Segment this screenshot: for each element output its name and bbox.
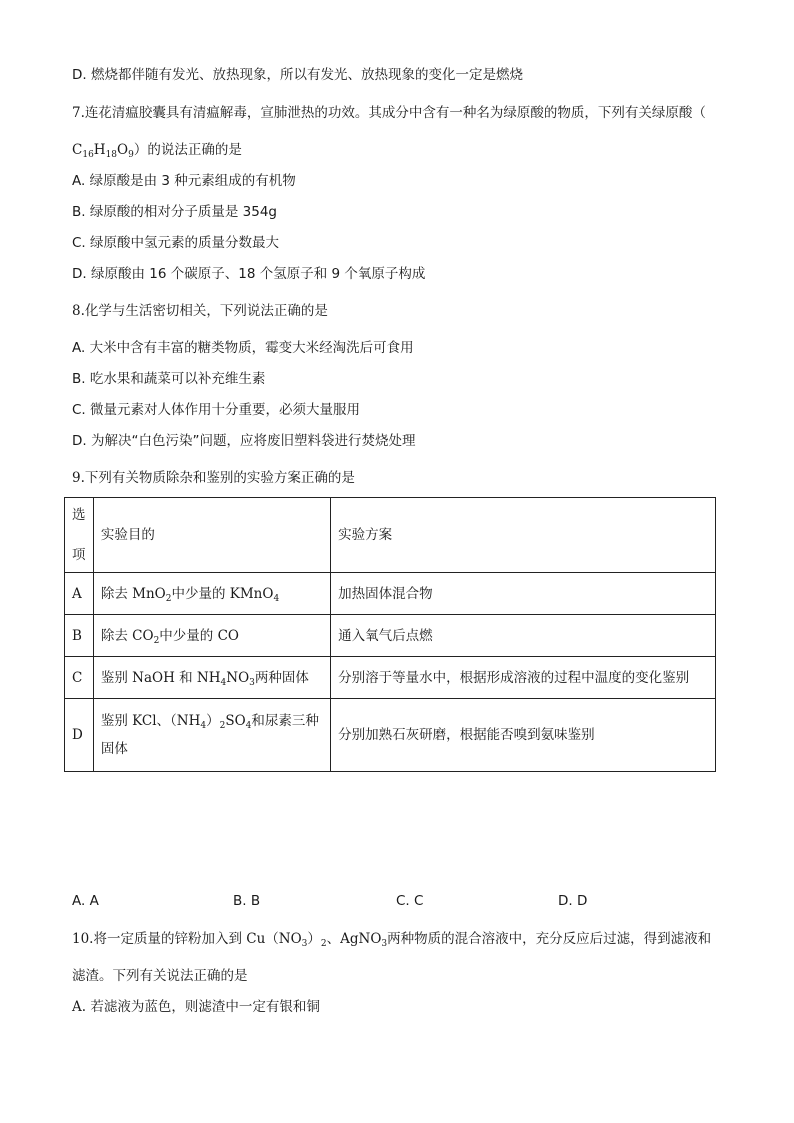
row-plan: 分别溶于等量水中，根据形成溶液的过程中温度的变化鉴别 xyxy=(331,657,716,699)
formula-c: C xyxy=(72,142,83,158)
q7-option-b: B. 绿原酸的相对分子质量是 354g xyxy=(72,204,277,220)
q8-option-a: A. 大米中含有丰富的糖类物质，霉变大米经淘洗后可食用 xyxy=(72,340,414,356)
header-option: 选 项 xyxy=(65,498,94,573)
q8-option-b: B. 吃水果和蔬菜可以补充维生素 xyxy=(72,371,266,387)
q7-option-a: A. 绿原酸是由 3 种元素组成的有机物 xyxy=(72,173,296,189)
row-plan: 通入氧气后点燃 xyxy=(331,615,716,657)
q8-option-c: C. 微量元素对人体作用十分重要，必须大量服用 xyxy=(72,402,361,418)
row-plan: 分别加熟石灰研磨，根据能否嗅到氨味鉴别 xyxy=(331,699,716,772)
formula-h: H xyxy=(93,142,106,158)
table-row xyxy=(65,699,716,772)
q7-stem-tail: ）的说法正确的是 xyxy=(133,142,242,158)
q10-stem-line1: 10.将一定质量的锌粉加入到 $Cu(NO_3)_2$、AgNO$_3$两种物质的混合溶液中，充分反应后过滤，得到滤液和 xyxy=(72,931,712,949)
header-plan: 实验方案 xyxy=(331,498,716,573)
row-option: B xyxy=(65,615,94,657)
row-plan: 加热固体混合物 xyxy=(331,573,716,615)
q7-option-c: C. 绿原酸中氢元素的质量分数最大 xyxy=(72,235,280,251)
formula-o: O xyxy=(117,142,129,158)
q9-answer-options xyxy=(72,893,712,911)
table-header-row xyxy=(65,498,716,573)
answer-option-c: C. C xyxy=(396,893,424,909)
formula-sub: 16 xyxy=(82,150,94,160)
q6-option-d: D. 燃烧都伴随有发光、放热现象，所以有发光、放热现象的变化一定是燃烧 xyxy=(72,67,523,83)
answer-option-a: A. A xyxy=(72,893,99,909)
row-purpose: 除去 $CO_2$中少量的 CO xyxy=(93,615,330,657)
q7-option-d: D. 绿原酸由 16 个碳原子、18 个氢原子和 9 个氧原子构成 xyxy=(72,266,426,282)
q8-option-d: D. 为解决“白色污染”问题，应将废旧塑料袋进行焚烧处理 xyxy=(72,433,416,449)
answer-option-d: D. D xyxy=(558,893,588,909)
row-purpose: 鉴别 KCl、$(NH_4)_2SO_4$和尿素三种 固体 xyxy=(93,699,330,772)
q7-stem-line2 xyxy=(72,141,242,159)
header-purpose: 实验目的 xyxy=(93,498,330,573)
row-purpose: 除去 MnO$_2$中少量的 KMnO$_4$ xyxy=(93,573,330,615)
experiment-table xyxy=(64,497,716,772)
formula-sub: 9 xyxy=(128,150,134,160)
row-option: D xyxy=(65,699,94,772)
table-row xyxy=(65,573,716,615)
q9-stem: 9.下列有关物质除杂和鉴别的实验方案正确的是 xyxy=(72,470,355,486)
row-option: C xyxy=(65,657,94,699)
q7-stem-line1: 7.连花清瘟胶囊具有清瘟解毒，宣肺泄热的功效。其成分中含有一种名为绿原酸的物质，下列有关绿原酸（ xyxy=(72,105,706,121)
q10-stem-line2: 滤渣。下列有关说法正确的是 xyxy=(72,968,248,984)
q10-option-a: A. 若滤液为蓝色，则滤渣中一定有银和铜 xyxy=(72,999,320,1015)
q8-stem: 8.化学与生活密切相关，下列说法正确的是 xyxy=(72,303,328,319)
answer-option-b: B. B xyxy=(233,893,261,909)
row-option: A xyxy=(65,573,94,615)
formula-sub: 18 xyxy=(105,150,118,160)
table-row xyxy=(65,615,716,657)
table-row xyxy=(65,657,716,699)
row-purpose: 鉴别 NaOH 和 $NH_4NO_3$两种固体 xyxy=(93,657,330,699)
